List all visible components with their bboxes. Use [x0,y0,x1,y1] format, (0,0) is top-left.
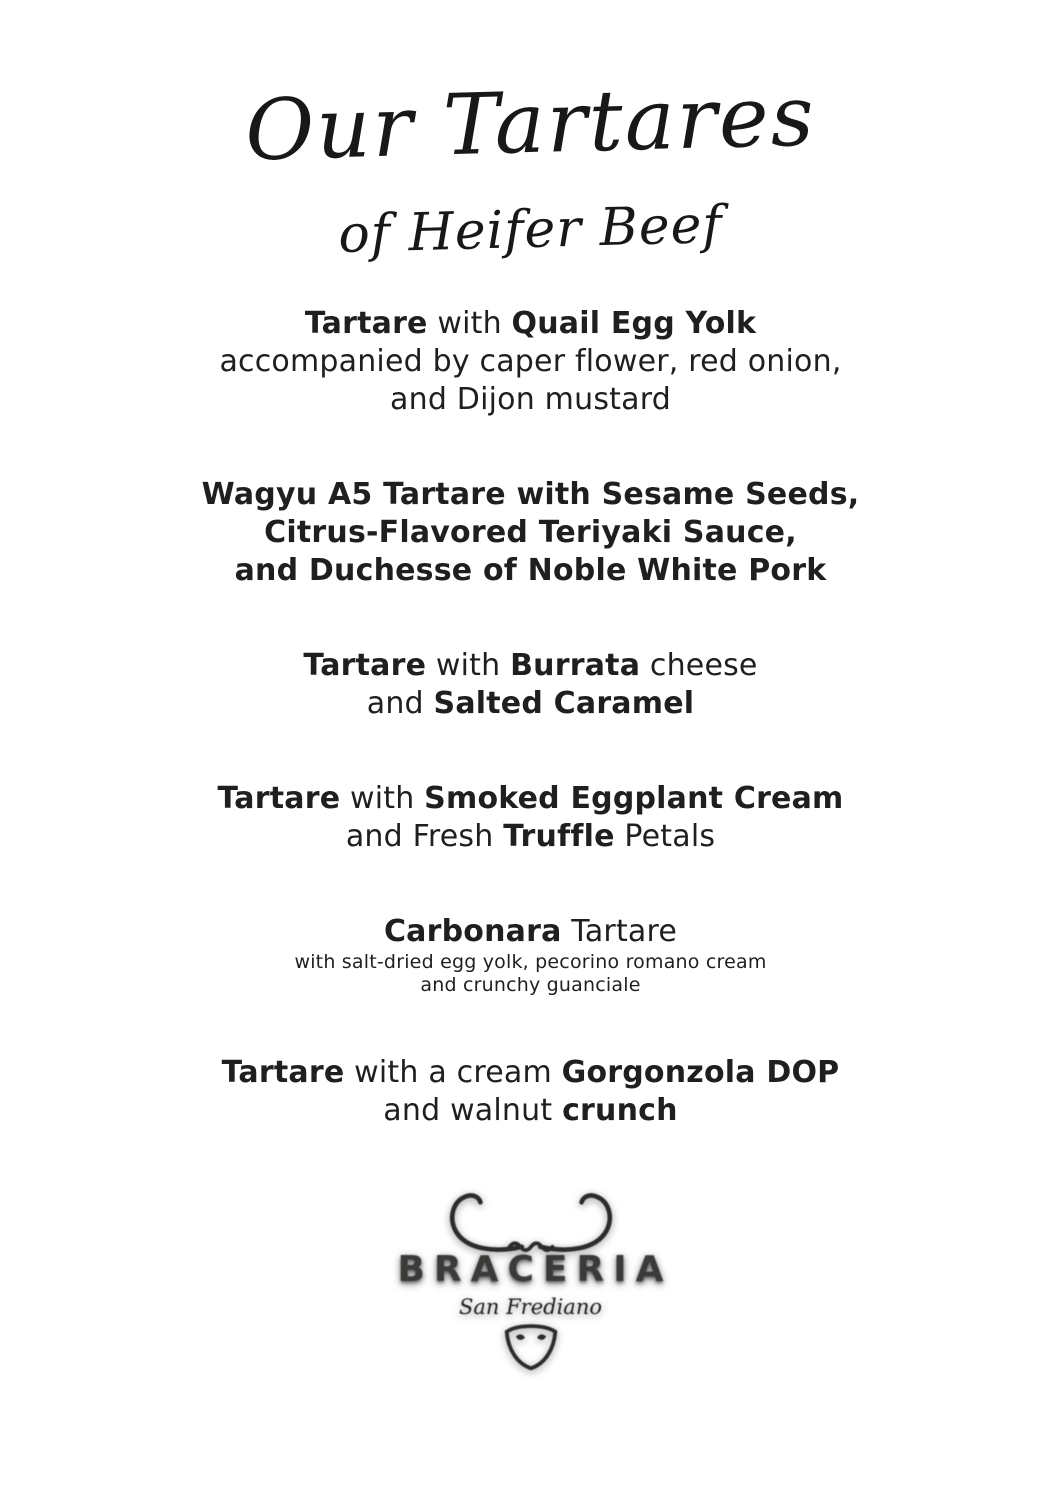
menu-text-segment: with a cream [344,1055,562,1090]
menu-item [81,913,981,997]
menu-text-segment: with [427,306,512,341]
logo-wordmark: BRACERIA [397,1249,673,1290]
menu-text-segment: Tartare [217,781,341,816]
menu-item-line [81,1054,981,1092]
menu-text-segment: with salt-dried egg yolk, pecorino romano cream [294,951,767,973]
menu-text-segment: Quail Egg Yolk [511,306,757,341]
menu-text-segment: and crunchy guanciale [420,974,641,996]
menu-item-line [81,913,981,951]
menu-item-line [81,685,981,723]
menu-item-line [81,343,981,381]
logo-subtitle: San Frediano [459,1295,602,1319]
menu-item-list [0,273,1061,1130]
menu-text-segment: and [366,686,434,721]
menu-item-line [81,381,981,419]
menu-text-segment: Tartare [561,914,678,949]
menu-text-segment: Petals [614,819,716,854]
menu-text-segment: Citrus-Flavored Teriyaki Sauce, [264,515,797,550]
menu-text-segment: Burrata [510,648,641,683]
menu-text-segment: and Duchesse of Noble White Pork [234,553,827,588]
menu-text-segment: Gorgonzola DOP [561,1055,840,1090]
menu-text-segment: and walnut [383,1093,563,1128]
menu-item-line [81,951,981,974]
menu-text-segment: cheese [640,648,758,683]
page-subtitle: of Heifer Beef [337,194,724,266]
menu-text-segment: Wagyu A5 Tartare with Sesame Seeds, [201,477,860,512]
bull-snout-icon [493,1321,569,1373]
menu-text-segment: with [426,648,511,683]
menu-item-line [81,780,981,818]
menu-item-line [81,305,981,343]
menu-header [0,0,1061,273]
menu-item [81,780,981,856]
menu-item-line [81,476,981,514]
menu-text-segment: and Fresh [345,819,504,854]
menu-item-line [81,974,981,997]
menu-item-line [81,552,981,590]
menu-text-segment: Tartare [304,306,428,341]
menu-item [81,305,981,419]
menu-text-segment: and Dijon mustard [390,382,671,417]
menu-text-segment: Salted Caramel [433,686,695,721]
menu-item [81,647,981,723]
menu-item [81,1054,981,1130]
menu-item [81,476,981,590]
menu-text-segment: Tartare [221,1055,345,1090]
restaurant-logo [361,1187,701,1373]
page-title: Our Tartares [244,66,817,180]
menu-text-segment: crunch [562,1093,678,1128]
menu-text-segment: Truffle [503,819,615,854]
menu-text-segment: accompanied by caper flower, red onion, [219,344,842,379]
menu-item-line [81,514,981,552]
menu-text-segment: Carbonara [383,914,562,949]
menu-item-line [81,1092,981,1130]
menu-item-line [81,818,981,856]
menu-text-segment: Smoked Eggplant Cream [424,781,844,816]
menu-text-segment: Tartare [303,648,427,683]
menu-text-segment: with [340,781,425,816]
menu-item-line [81,647,981,685]
